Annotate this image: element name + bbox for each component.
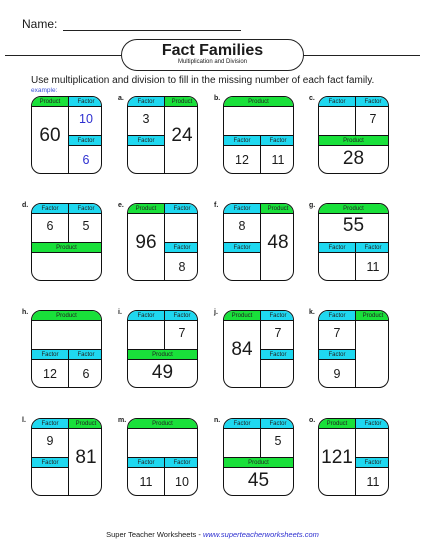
product-header: Product — [261, 204, 294, 214]
factor-a-cell — [128, 457, 164, 496]
example-label: example: — [31, 87, 58, 94]
factor-b-cell — [128, 135, 164, 174]
factor-a-value: 10 — [79, 112, 93, 126]
product-cell — [128, 204, 164, 280]
product-header: Product — [319, 419, 355, 429]
card-letter: j. — [214, 309, 218, 316]
page-subtitle: Multiplication and Division — [177, 59, 248, 65]
card-letter: c. — [309, 95, 315, 102]
factor-a-cell — [128, 97, 164, 135]
factor-b-value: 6 — [82, 153, 90, 167]
factor-a-cell — [128, 311, 164, 349]
factor-b-value: 11 — [366, 475, 380, 489]
factor-a-value: 3 — [142, 112, 150, 126]
product-header: Product — [356, 311, 389, 321]
product-cell — [355, 311, 389, 387]
fact-family-card — [318, 203, 389, 281]
factor-header: Factor — [69, 350, 102, 360]
name-blank[interactable] — [63, 19, 241, 31]
factor-header: Factor — [32, 419, 68, 429]
factor-header: Factor — [319, 97, 355, 107]
factor-b-value: 11 — [271, 153, 285, 167]
factor-header: Factor — [356, 97, 389, 107]
factor-b-value: 8 — [178, 260, 186, 274]
factor-header: Factor — [261, 419, 294, 429]
factor-a-cell — [319, 242, 355, 281]
fact-family-card — [318, 310, 389, 388]
card-letter: e. — [118, 202, 124, 209]
factor-a-value: 8 — [238, 219, 246, 233]
card-letter: b. — [214, 95, 221, 102]
page-title: Fact Families — [161, 42, 264, 59]
factor-b-value: 6 — [82, 367, 90, 381]
card-letter: f. — [214, 202, 219, 209]
factor-b-cell — [68, 135, 102, 174]
fact-family-card — [31, 310, 102, 388]
factor-header: Factor — [128, 458, 164, 468]
factor-b-cell — [260, 135, 294, 174]
name-label: Name: — [22, 17, 58, 31]
product-cell — [319, 419, 355, 495]
card-letter: l. — [22, 417, 26, 424]
footer-separator: - — [196, 530, 203, 539]
factor-b-cell — [355, 457, 389, 496]
product-cell — [32, 311, 101, 349]
factor-header: Factor — [319, 350, 355, 360]
factor-a-cell — [32, 204, 68, 242]
factor-a-cell — [319, 97, 355, 135]
factor-a-cell — [32, 419, 68, 457]
factor-b-cell — [164, 311, 198, 349]
product-header: Product — [319, 136, 388, 146]
product-value: 81 — [75, 447, 97, 468]
footer-brand: Super Teacher Worksheets — [106, 530, 197, 539]
factor-b-cell — [260, 419, 294, 457]
factor-a-value: 11 — [139, 475, 153, 489]
factor-b-cell — [260, 349, 294, 388]
factor-b-value: 9 — [333, 367, 341, 381]
factor-header: Factor — [128, 97, 164, 107]
factor-b-cell — [164, 457, 198, 496]
factor-header: Factor — [32, 350, 68, 360]
factor-header: Factor — [224, 419, 260, 429]
factor-b-cell — [355, 97, 389, 135]
product-cell — [164, 97, 198, 173]
factor-b-value: 7 — [178, 326, 186, 340]
factor-header: Factor — [224, 243, 260, 253]
fact-family-card — [223, 96, 294, 174]
product-header: Product — [69, 419, 102, 429]
factor-header: Factor — [165, 458, 198, 468]
product-value: 121 — [321, 447, 353, 468]
fact-family-card — [31, 96, 102, 174]
product-value: 55 — [342, 215, 365, 236]
card-letter: i. — [118, 309, 122, 316]
title-banner — [121, 39, 304, 71]
product-header: Product — [224, 311, 260, 321]
card-letter: o. — [309, 417, 316, 424]
product-header: Product — [224, 458, 293, 468]
factor-a-cell — [224, 419, 260, 457]
factor-b-value: 5 — [274, 434, 282, 448]
fact-family-card — [127, 203, 198, 281]
product-value: 49 — [151, 362, 174, 383]
factor-a-cell — [224, 204, 260, 242]
factor-header: Factor — [69, 136, 102, 146]
fact-family-card — [318, 418, 389, 496]
product-header: Product — [128, 419, 197, 429]
factor-header: Factor — [32, 204, 68, 214]
factor-a-value: 7 — [333, 326, 341, 340]
factor-header: Factor — [32, 458, 68, 468]
product-header: Product — [32, 97, 68, 107]
product-cell — [319, 135, 388, 174]
product-value: 60 — [39, 125, 61, 146]
fact-family-card — [31, 418, 102, 496]
factor-header: Factor — [128, 136, 164, 146]
factor-header: Factor — [261, 350, 294, 360]
product-cell — [319, 204, 388, 242]
factor-header: Factor — [224, 204, 260, 214]
factor-header: Factor — [261, 311, 294, 321]
factor-a-cell — [319, 311, 355, 349]
factor-b-cell — [68, 349, 102, 388]
factor-a-value: 12 — [43, 367, 57, 381]
factor-a-cell — [260, 311, 294, 349]
card-letter: m. — [118, 417, 127, 424]
factor-a-value: 7 — [274, 326, 282, 340]
product-value: 96 — [135, 232, 157, 253]
card-letter: n. — [214, 417, 221, 424]
factor-header: Factor — [356, 419, 389, 429]
product-value: 48 — [267, 232, 289, 253]
product-cell — [128, 419, 197, 457]
factor-header: Factor — [165, 243, 198, 253]
card-letter: a. — [118, 95, 124, 102]
factor-a-value: 6 — [46, 219, 54, 233]
card-letter: g. — [309, 202, 316, 209]
factor-header: Factor — [319, 311, 355, 321]
product-header: Product — [128, 350, 197, 360]
factor-header: Factor — [165, 204, 198, 214]
product-cell — [224, 457, 293, 496]
factor-header: Factor — [165, 311, 198, 321]
footer-url[interactable]: www.superteacherworksheets.com — [202, 530, 319, 539]
product-cell — [32, 97, 68, 173]
factor-b-cell — [164, 242, 198, 281]
fact-family-card — [223, 310, 294, 388]
fact-family-card — [318, 96, 389, 174]
factor-a-value: 9 — [46, 434, 54, 448]
factor-b-value: 10 — [175, 475, 189, 489]
product-header: Product — [319, 204, 388, 214]
card-letter: h. — [22, 309, 29, 316]
factor-header: Factor — [319, 243, 355, 253]
instructions: Use multiplication and division to fill in the missing number of each fact family. — [31, 75, 375, 86]
factor-header: Factor — [69, 97, 102, 107]
factor-header: Factor — [356, 243, 389, 253]
factor-a-cell — [355, 419, 389, 457]
product-cell — [128, 349, 197, 388]
factor-a-cell — [32, 349, 68, 388]
product-cell — [32, 242, 101, 281]
fact-family-card — [223, 203, 294, 281]
factor-b-value: 11 — [366, 260, 380, 274]
factor-b-value: 5 — [82, 219, 90, 233]
factor-b-cell — [32, 457, 68, 496]
factor-a-value: 12 — [235, 153, 249, 167]
factor-a-cell — [68, 97, 102, 135]
product-cell — [68, 419, 102, 495]
factor-b-cell — [319, 349, 355, 388]
factor-b-cell — [224, 242, 260, 281]
product-header: Product — [128, 204, 164, 214]
product-header: Product — [224, 97, 293, 107]
factor-b-cell — [68, 204, 102, 242]
factor-header: Factor — [261, 136, 294, 146]
product-value: 24 — [171, 125, 193, 146]
factor-header: Factor — [224, 136, 260, 146]
product-cell — [224, 311, 260, 387]
product-header: Product — [32, 311, 101, 321]
product-header: Product — [165, 97, 198, 107]
factor-b-cell — [355, 242, 389, 281]
fact-family-card — [127, 418, 198, 496]
factor-header: Factor — [69, 204, 102, 214]
product-header: Product — [32, 243, 101, 253]
fact-family-card — [223, 418, 294, 496]
product-value: 84 — [231, 339, 253, 360]
factor-a-cell — [224, 135, 260, 174]
fact-family-card — [127, 310, 198, 388]
fact-family-card — [127, 96, 198, 174]
name-row — [22, 17, 241, 31]
factor-header: Factor — [128, 311, 164, 321]
fact-family-card — [31, 203, 102, 281]
product-cell — [224, 97, 293, 135]
factor-header: Factor — [356, 458, 389, 468]
product-value: 28 — [342, 148, 365, 169]
footer — [0, 530, 425, 539]
product-cell — [260, 204, 294, 280]
factor-a-cell — [164, 204, 198, 242]
factor-b-value: 7 — [369, 112, 377, 126]
card-letter: d. — [22, 202, 29, 209]
card-letter: k. — [309, 309, 315, 316]
product-value: 45 — [247, 470, 270, 491]
